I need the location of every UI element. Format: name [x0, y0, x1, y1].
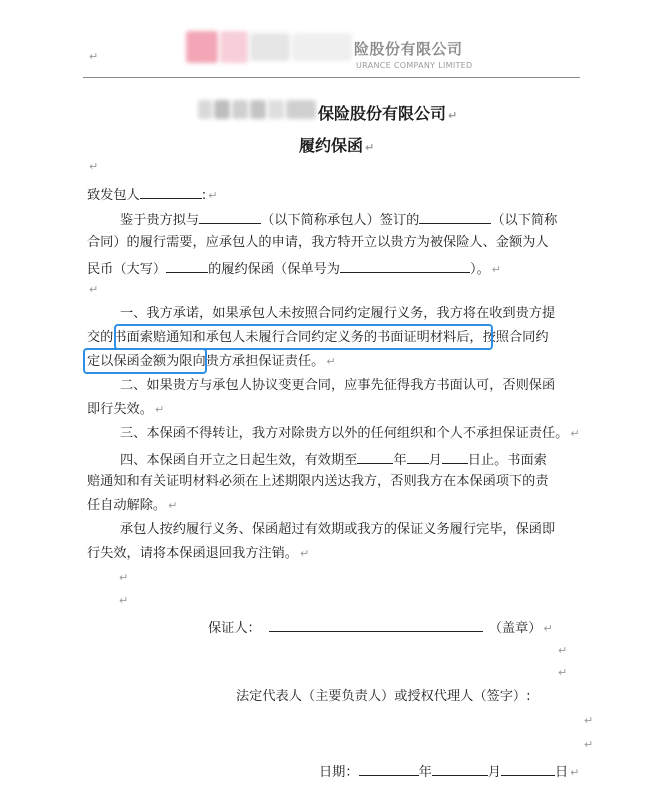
signature-blank	[269, 618, 483, 632]
clause-1-line-1: 一、我方承诺，如果承包人未按照合同约定履行义务，我方将在收到贵方提	[120, 306, 556, 321]
paragraph-mark: ↵	[89, 283, 99, 296]
highlight-box-claim-notice	[114, 324, 493, 350]
guarantor-label: 保证人：	[208, 621, 261, 636]
clause-4-line-3: 任自动解除。 ↵	[87, 498, 178, 513]
highlighted-phrase-amount-limit: 定以保函金额为限	[87, 354, 193, 369]
paragraph-mark: ↵	[558, 644, 568, 657]
paragraph-mark: ↵	[365, 141, 375, 154]
seal-label: （盖章）	[488, 621, 542, 636]
paragraph-mark: ↵	[448, 109, 458, 122]
blank-line	[407, 450, 429, 464]
paragraph-mark: ↵	[119, 571, 129, 584]
blank-line	[419, 210, 491, 224]
date-line: 日期： 年 月 日 ↵	[319, 762, 579, 781]
closing-line-2: 行失效，请将本保函退回我方注销。 ↵	[87, 546, 310, 561]
paragraph-mark: ↵	[119, 594, 129, 607]
clause-1-line-2: 交的书面索赔通知和承包人未履行合同约定义务的书面证明材料后，按照合同约	[87, 330, 549, 345]
clause-2-line-1: 二、如果贵方与承包人协议变更合同，应事先征得我方书面认可，否则保函	[120, 378, 556, 393]
date-label: 日期：	[319, 765, 359, 780]
intro-line-2: 合同）的履行需要，应承包人的申请，我方特开立以贵方为被保险人、金额为人	[87, 235, 549, 250]
closing-line-1: 承包人按约履行义务、保函超过有效期或我方的保证义务履行完毕，保函即	[120, 522, 556, 537]
clause-2-line-2: 即行失效。 ↵	[87, 402, 165, 417]
document-title: 履约保函	[299, 136, 364, 155]
blank-line	[501, 762, 555, 776]
intro-line-3: 民币（大写） 的履约保函（保单号为 ）。 ↵	[87, 259, 501, 278]
highlighted-phrase-claim-notice: 书面索赔通知和承包人未履行合同约定义务的书面证明材料	[113, 330, 457, 345]
blank-line	[340, 259, 470, 273]
highlight-box-amount-limit	[83, 348, 207, 374]
paragraph-mark: ↵	[584, 714, 594, 727]
blank-line	[166, 259, 208, 273]
title-company-line: 保险股份有限公司	[318, 104, 447, 123]
paragraph-mark: ↵	[89, 160, 99, 173]
letterhead-company-name: 险股份有限公司	[354, 40, 463, 58]
blank-line	[432, 762, 488, 776]
letterhead-company-english: URANCE COMPANY LIMITED	[356, 61, 473, 70]
blank-line	[140, 185, 202, 199]
header-divider	[83, 77, 580, 78]
clause-4-line-1: 四、本保函自开立之日起生效，有效期至 年 月 日止。书面索	[120, 450, 547, 469]
salutation: 致发包人 : ↵	[87, 185, 217, 204]
paragraph-mark: ↵	[584, 738, 594, 751]
clause-3: 三、本保函不得转让，我方对除贵方以外的任何组织和个人不承担保证责任。 ↵	[120, 426, 580, 441]
header-paragraph-mark: ↵	[89, 50, 99, 63]
blank-line	[199, 210, 261, 224]
intro-line-1: 鉴于贵方拟与 （以下简称承包人）签订的 （以下简称	[120, 210, 557, 229]
blank-line	[359, 762, 419, 776]
clause-1-line-3: 定以保函金额为限向贵方承担保证责任。 ↵	[87, 354, 336, 369]
blank-line	[442, 450, 468, 464]
representative-label: 法定代表人（主要负责人）或授权代理人（签字）:	[236, 689, 531, 704]
paragraph-mark: ↵	[558, 666, 568, 679]
guarantor-line: 保证人： （盖章） ↵	[208, 618, 553, 637]
blank-line	[357, 450, 393, 464]
clause-4-line-2: 赔通知和有关证明材料必须在上述期限内送达我方，否则我方在本保函项下的责	[87, 474, 549, 489]
